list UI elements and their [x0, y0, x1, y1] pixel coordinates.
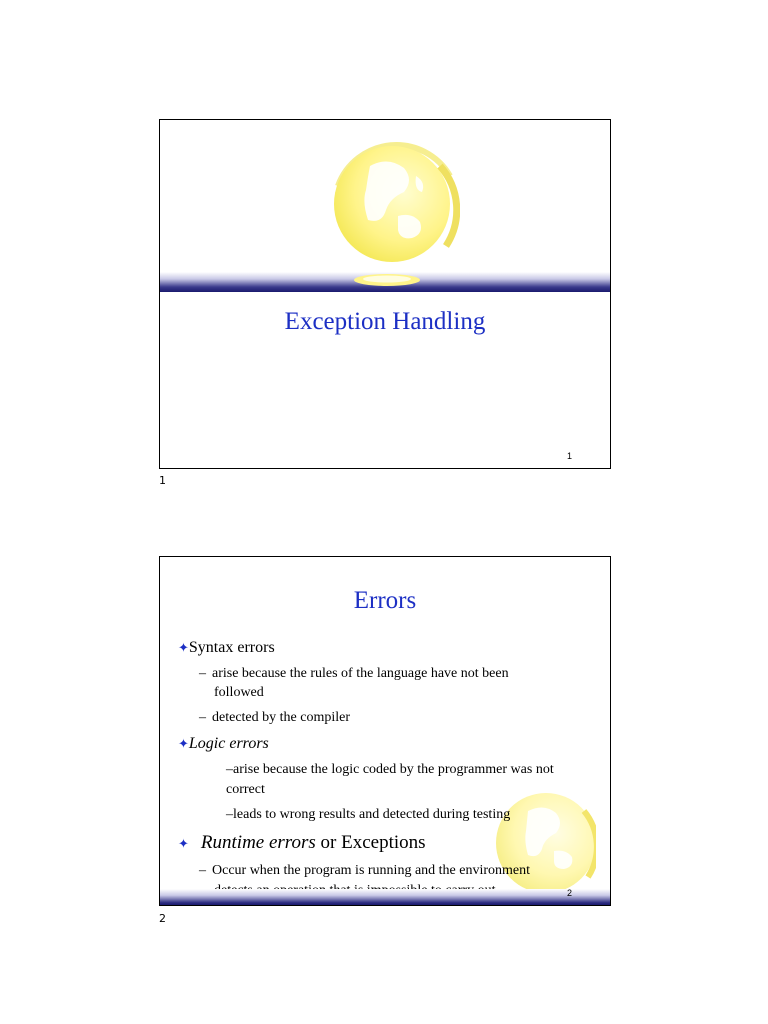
- slide-title: Errors: [353, 587, 417, 614]
- star-bullet-icon: ✦: [178, 736, 189, 751]
- star-bullet-icon: ✦: [178, 836, 189, 851]
- dash-bullet: –: [199, 863, 206, 878]
- slide-1: [159, 119, 611, 469]
- page-number: 2: [159, 912, 166, 925]
- slide-number: 1: [566, 451, 572, 461]
- list-subitem: – arise because the rules of the language have not been: [199, 666, 509, 681]
- list-item-heading: ✦Syntax errors: [178, 639, 275, 656]
- list-subitem: –leads to wrong results and detected during testing: [226, 807, 511, 822]
- list-subitem-continuation: followed: [214, 685, 264, 700]
- dash-bullet: –: [199, 666, 206, 681]
- list-subitem: –arise because the logic coded by the programmer was not: [226, 762, 554, 777]
- footer-band: [160, 889, 610, 905]
- star-bullet-icon: ✦: [178, 640, 189, 655]
- dash-bullet: –: [199, 710, 206, 725]
- list-item-heading: ✦Logic errors: [178, 735, 269, 752]
- slide-number: 2: [566, 888, 572, 898]
- list-subitem: – Occur when the program is running and the environment: [199, 863, 531, 878]
- slide-2: [159, 556, 611, 906]
- page-number: 1: [159, 474, 166, 487]
- list-subitem-continuation: correct: [226, 782, 265, 797]
- list-item-heading: ✦ Runtime errors or Exceptions: [178, 832, 426, 853]
- list-subitem: – detected by the compiler: [199, 710, 350, 725]
- slide-title: Exception Handling: [284, 308, 486, 335]
- globe-icon: [320, 126, 460, 291]
- globe-stand-icon: [352, 271, 422, 287]
